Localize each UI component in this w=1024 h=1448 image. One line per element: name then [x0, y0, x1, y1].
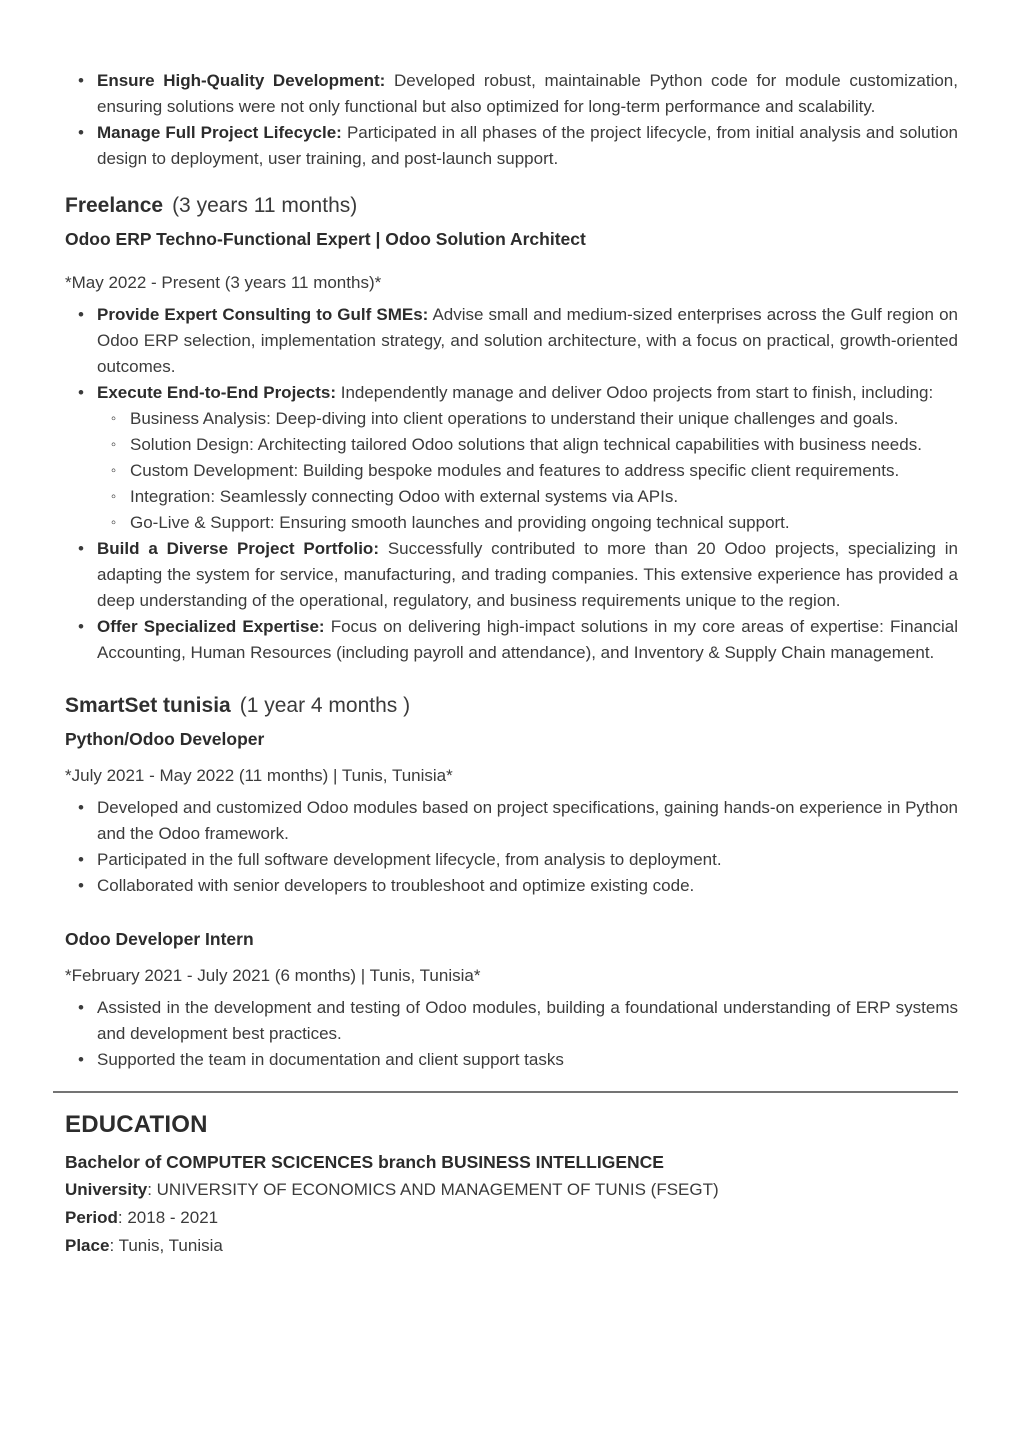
list-item [65, 847, 958, 873]
job-title: Python/Odoo Developer [65, 729, 265, 749]
job-title: Odoo Developer Intern [65, 929, 254, 949]
education-heading: EDUCATION [65, 1111, 208, 1138]
top-bullet-list [65, 68, 958, 172]
bullet-text [97, 380, 958, 406]
bullet-lead: Build a Diverse Project Portfolio: [97, 539, 379, 558]
date-range: *July 2021 - May 2022 (11 months) | Tunis, Tunisia* [65, 766, 453, 785]
list-item [65, 536, 958, 614]
section-education [65, 1109, 958, 1260]
bullet-text: ◦ Solution Design: Architecting tailored Odoo solutions that align technical capabilities with business needs. [130, 435, 922, 454]
date-range: *February 2021 - July 2021 (6 months) | Tunis, Tunisia* [65, 966, 481, 985]
place-label: Place [65, 1236, 110, 1255]
bullet-lead: Ensure High-Quality Development: [97, 71, 386, 90]
university-label: University [65, 1180, 148, 1199]
sub-list-item [97, 484, 958, 510]
company-name: Freelance [65, 194, 164, 217]
freelance-bullet-list [65, 302, 958, 666]
sub-list-item [97, 406, 958, 432]
place-value: : Tunis, Tunisia [109, 1236, 223, 1255]
bullet-text: ◦ Integration: Seamlessly connecting Odoo with external systems via APIs. [130, 487, 679, 506]
list-item [65, 380, 958, 406]
education-period [65, 1204, 958, 1232]
bullet-text: • Collaborated with senior developers to troubleshoot and optimize existing code. [97, 876, 695, 895]
bullet-text [97, 68, 958, 120]
bullet-body: Participated in all phases of the project lifecycle, from initial analysis and solution design to deployment, user training, and post-launch support. [97, 123, 958, 168]
intern-bullet-list [65, 995, 958, 1073]
sub-list-item [97, 432, 958, 458]
list-item [65, 795, 958, 847]
bullet-lead: Manage Full Project Lifecycle: [97, 123, 342, 142]
list-item [65, 302, 958, 380]
job-title: Odoo ERP Techno-Functional Expert | Odoo Solution Architect [65, 229, 586, 249]
smartset-bullet-list [65, 795, 958, 899]
bullet-body: Independently manage and deliver Odoo projects from start to finish, including: [340, 383, 934, 402]
list-item [65, 995, 958, 1047]
sub-list-item [97, 510, 958, 536]
bullet-body: Successfully contributed to more than 20 Odoo projects, specializing in adapting the system for service, manufacturing, and trading companies. This extensive experience has provided a deep understanding of the operational, regulatory, and business requirements unique to the region. [97, 539, 958, 610]
bullet-lead: Offer Specialized Expertise: [97, 617, 325, 636]
section-smartset [65, 692, 958, 899]
bullet-text: ◦ Business Analysis: Deep-diving into client operations to understand their unique challenges and goals. [130, 409, 899, 428]
list-item [65, 120, 958, 172]
section-freelance [65, 192, 958, 666]
bullet-text [97, 536, 958, 614]
section-divider [53, 1091, 958, 1093]
section-intern [65, 927, 958, 1073]
period-value: : 2018 - 2021 [117, 1208, 219, 1227]
university-value: : UNIVERSITY OF ECONOMICS AND MANAGEMENT OF TUNIS (FSEGT) [147, 1180, 719, 1199]
education-university [65, 1176, 958, 1204]
company-heading [65, 692, 958, 720]
company-duration: (3 years 11 months) [172, 194, 358, 217]
bullet-body: Focus on delivering high-impact solutions in my core areas of expertise: Financial Accounting, Human Resources (including payroll and attendance), and Inventory & Supply Chain management. [97, 617, 958, 662]
bullet-text [97, 120, 958, 172]
list-item [65, 614, 958, 666]
company-duration: (1 year 4 months ) [239, 694, 411, 717]
bullet-text: ◦ Custom Development: Building bespoke modules and features to address specific client requirements. [130, 461, 900, 480]
date-range: *May 2022 - Present (3 years 11 months)* [65, 273, 382, 292]
bullet-lead: Execute End-to-End Projects: [97, 383, 336, 402]
company-heading [65, 192, 958, 220]
bullet-text: • Participated in the full software development lifecycle, from analysis to deployment. [97, 850, 722, 869]
bullet-text [97, 614, 958, 666]
list-item [65, 68, 958, 120]
list-item [65, 1047, 958, 1073]
list-item [65, 873, 958, 899]
bullet-lead: Provide Expert Consulting to Gulf SMEs: [97, 305, 429, 324]
bullet-text: • Assisted in the development and testing of Odoo modules, building a foundational understanding of ERP systems and development best practices. [97, 998, 958, 1043]
education-place [65, 1232, 958, 1260]
sub-list-item [97, 458, 958, 484]
education-degree: Bachelor of COMPUTER SCICENCES branch BUSINESS INTELLIGENCE [65, 1152, 664, 1172]
bullet-text: • Supported the team in documentation and client support tasks [97, 1050, 564, 1069]
period-label: Period [65, 1208, 118, 1227]
bullet-body: Advise small and medium-sized enterprises across the Gulf region on Odoo ERP selection, implementation strategy, and solution architecture, with a focus on practical, growth-oriented outcomes. [97, 305, 958, 376]
bullet-body: Developed robust, maintainable Python code for module customization, ensuring solutions were not only functional but also optimized for long-term performance and scalability. [97, 71, 958, 116]
company-name: SmartSet tunisia [65, 694, 231, 717]
bullet-text [97, 302, 958, 380]
bullet-text: • Developed and customized Odoo modules based on project specifications, gaining hands-on experience in Python and the Odoo framework. [97, 798, 958, 843]
bullet-text: ◦ Go-Live & Support: Ensuring smooth launches and providing ongoing technical support. [130, 513, 790, 532]
